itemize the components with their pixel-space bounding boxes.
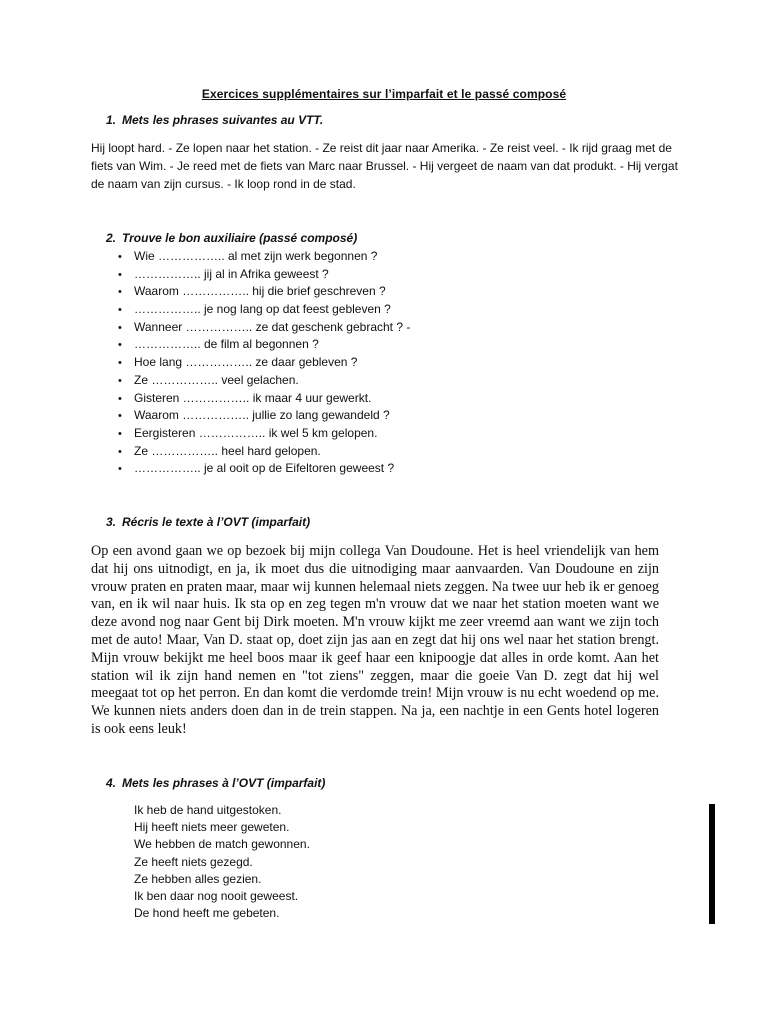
list-item (118, 390, 410, 408)
ovt-sentence-list (134, 802, 310, 922)
section-3-heading (106, 515, 310, 529)
list-item-text: …………….. je al ooit op de Eifeltoren geweest ? (134, 461, 395, 476)
page-title: Exercices supplémentaires sur l’imparfait et le passé composé (201, 87, 567, 101)
bullet-icon: • (118, 392, 122, 405)
bullet-icon: • (118, 463, 122, 476)
section-3-title: Récris le texte à l’OVT (imparfait) (122, 515, 311, 529)
list-item (118, 354, 410, 372)
bullet-icon: • (118, 445, 122, 458)
list-item-text: …………….. jij al in Afrika geweest ? (134, 266, 329, 281)
list-item: Ze hebben alles gezien. (134, 871, 262, 886)
list-item-text: Waarom …………….. jullie zo lang gewandeld ? (134, 408, 390, 423)
section-1-number: 1. (106, 113, 117, 127)
list-item: De hond heeft me gebeten. (134, 906, 280, 921)
auxiliary-exercise-list (118, 248, 410, 478)
list-item (118, 266, 410, 284)
list-item (118, 319, 410, 337)
bullet-icon: • (118, 357, 122, 370)
list-item: Ze heeft niets gezegd. (134, 854, 253, 869)
section-1-heading (106, 113, 323, 127)
bullet-icon: • (118, 286, 122, 299)
list-item (118, 407, 410, 425)
list-item (118, 460, 410, 478)
bullet-icon: • (118, 321, 122, 334)
margin-bar (709, 804, 715, 924)
list-item-text: Gisteren …………….. ik maar 4 uur gewerkt. (134, 390, 372, 405)
section-1-text: Hij loopt hard. - Ze lopen naar het station. - Ze reist dit jaar naar Amerika. - Ze reist veel. - Ik rijd graag met de fiets van Wim. - Je reed met de fiets van Marc naar Brussel. - Hij vergeet de naam van dat produkt. - Hij vergat de naam van zijn cursus. - Ik loop rond in de stad. (91, 141, 678, 191)
bullet-icon: • (118, 339, 122, 352)
bullet-icon: • (118, 304, 122, 317)
list-item-text: Hoe lang …………….. ze daar gebleven ? (134, 355, 358, 370)
list-item (118, 301, 410, 319)
list-item (118, 425, 410, 443)
section-3-number: 3. (106, 515, 117, 529)
list-item-text: …………….. de film al begonnen ? (134, 337, 319, 352)
list-item-text: …………….. je nog lang op dat feest gebleven ? (134, 302, 391, 317)
list-item (118, 248, 410, 266)
list-item-text: Wie …………….. al met zijn werk begonnen ? (134, 249, 378, 263)
bullet-icon: • (118, 374, 122, 387)
list-item-text: Eergisteren …………….. ik wel 5 km gelopen. (134, 425, 378, 440)
list-item-text: Wanneer …………….. ze dat geschenk gebracht ? - (134, 319, 411, 334)
bullet-icon: • (118, 427, 122, 440)
list-item: Ik heb de hand uitgestoken. (134, 803, 282, 817)
section-4-heading (106, 776, 325, 790)
list-item (118, 336, 410, 354)
list-item-text: Ze …………….. veel gelachen. (134, 372, 299, 387)
section-3-story-text: Op een avond gaan we op bezoek bij mijn collega Van Doudoune. Het is heel vriendelijk van hem dat hij ons uitnodigt, en ja, ik moet dus die uitnodiging maar aanvaarden. Van Doudoune en zijn vrouw praten en praten maar, maar wij kunnen helemaal niets zeggen. Na twee uur heb ik er genoeg van, en ik wil naar huis. Ik sta op en zeg tegen m'n vrouw dat we naar het station moeten want we deze avond nog naar Gent bij Dirk moeten. M'n vrouw kijkt me zeer vreemd aan want we zijn toch met de auto! Maar, Van D. staat op, doet zijn jas aan en zegt dat hij ons wel naar het station brengt. Mijn vrouw bekijkt me heel boos maar ik geef haar een knipoogje dat alles in orde komt. Aan het station wil ik zijn hand nemen en "tot ziens" zeggen, maar die goeie Van D. zegt dat hij wel meegaat tot op het perron. En dan komt die verdomde trein! Mijn vrouw is nu echt woedend op me. We kunnen niets anders doen dan in de trein stappen. Na ja, een nachtje in een Gents hotel logeren is ook eens leuk! (91, 543, 659, 737)
list-item: Hij heeft niets meer geweten. (134, 820, 290, 835)
bullet-icon: • (118, 251, 122, 263)
list-item-text: Waarom …………….. hij die brief geschreven ? (134, 284, 386, 299)
section-4-title: Mets les phrases à l’OVT (imparfait) (122, 776, 326, 790)
bullet-icon: • (118, 410, 122, 423)
section-4-number: 4. (106, 776, 117, 790)
list-item-text: Ze …………….. heel hard gelopen. (134, 443, 321, 458)
section-2-heading (106, 231, 357, 245)
section-2-number: 2. (106, 231, 117, 245)
list-item: Ik ben daar nog nooit geweest. (134, 888, 299, 903)
list-item (118, 283, 410, 301)
list-item (118, 372, 410, 390)
bullet-icon: • (118, 268, 122, 281)
section-1-title: Mets les phrases suivantes au VTT. (122, 113, 324, 127)
section-2-title: Trouve le bon auxiliaire (passé composé) (122, 231, 358, 245)
list-item (118, 443, 410, 461)
list-item: We hebben de match gewonnen. (134, 837, 310, 852)
